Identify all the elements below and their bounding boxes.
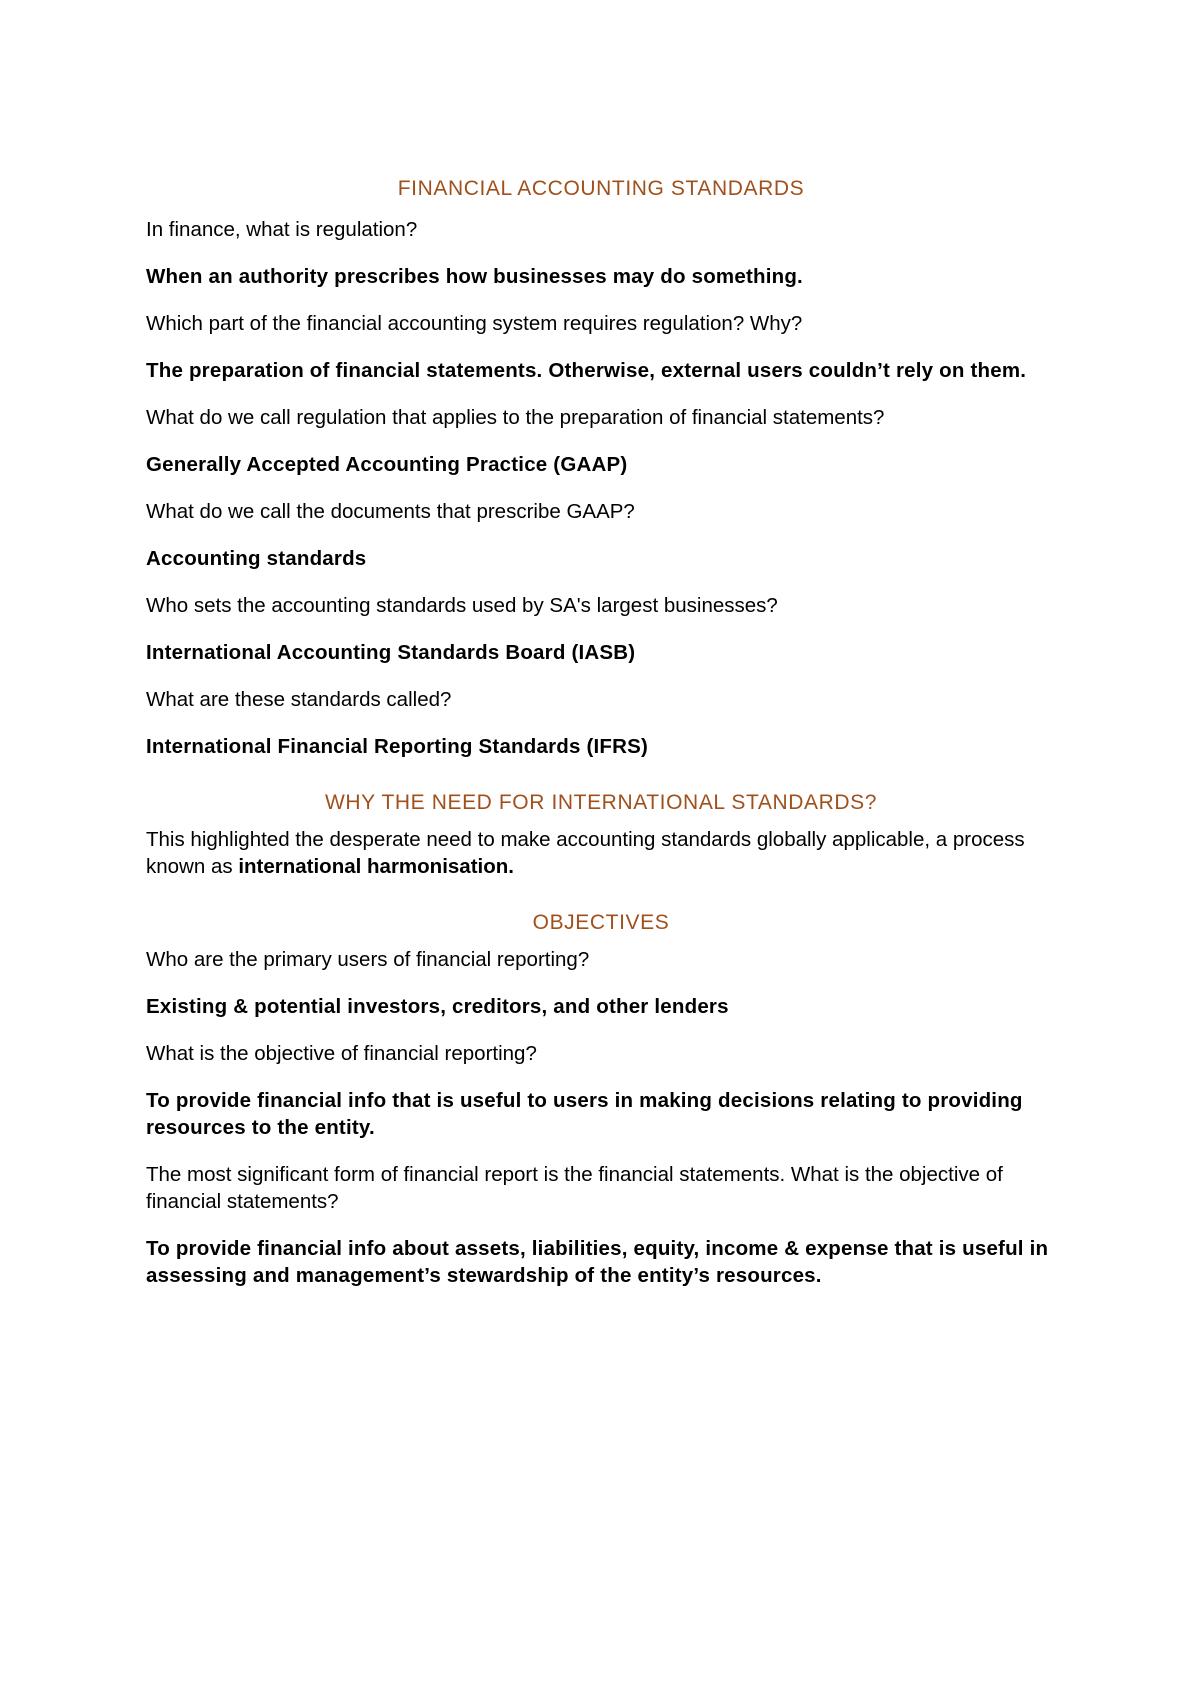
question-standards-name: What are these standards called? [146, 688, 452, 711]
question-regulation-part: Which part of the financial accounting system requires regulation? Why? [146, 312, 803, 335]
answer-reporting-objective: To provide financial info that is useful to users in making decisions relating to providing resources to the entity. [146, 1089, 1023, 1139]
answer-accounting-standards: Accounting standards [146, 547, 367, 570]
answer-primary-users: Existing & potential investors, creditors, and other lenders [146, 995, 729, 1018]
harmonisation-term: international harmonisation. [238, 855, 514, 878]
answer-ifrs: International Financial Reporting Standards (IFRS) [146, 735, 649, 758]
question-primary-users: Who are the primary users of financial reporting? [146, 948, 590, 971]
section-heading-objectives: OBJECTIVES [532, 911, 670, 934]
section-heading-financial-accounting-standards: FINANCIAL ACCOUNTING STANDARDS [397, 177, 805, 200]
question-standard-setter: Who sets the accounting standards used by SA's largest businesses? [146, 594, 778, 617]
document-page [146, 176, 1056, 1289]
answer-gaap: Generally Accepted Accounting Practice (GAAP) [146, 453, 628, 476]
question-regulation: In finance, what is regulation? [146, 218, 418, 241]
question-reporting-objective: What is the objective of financial reporting? [146, 1042, 537, 1065]
question-gaap-documents: What do we call the documents that prescribe GAAP? [146, 500, 635, 523]
answer-statements-objective: To provide financial info about assets, liabilities, equity, income & expense that is useful in assessing and management’s stewardship of the entity’s resources. [146, 1237, 1049, 1287]
question-statements-objective: The most significant form of financial report is the financial statements. What is the objective of financial statements? [146, 1163, 1003, 1213]
answer-regulation: When an authority prescribes how businesses may do something. [146, 265, 803, 288]
answer-regulation-part: The preparation of financial statements. Otherwise, external users couldn’t rely on them. [146, 359, 1027, 382]
harmonisation-text: This highlighted the desperate need to make accounting standards globally applicable, a process known as [146, 828, 1025, 878]
question-regulation-name: What do we call regulation that applies to the preparation of financial statements? [146, 406, 885, 429]
answer-iasb: International Accounting Standards Board (IASB) [146, 641, 636, 664]
section-heading-international-standards: WHY THE NEED FOR INTERNATIONAL STANDARDS? [325, 791, 877, 814]
harmonisation-paragraph [146, 826, 1056, 880]
